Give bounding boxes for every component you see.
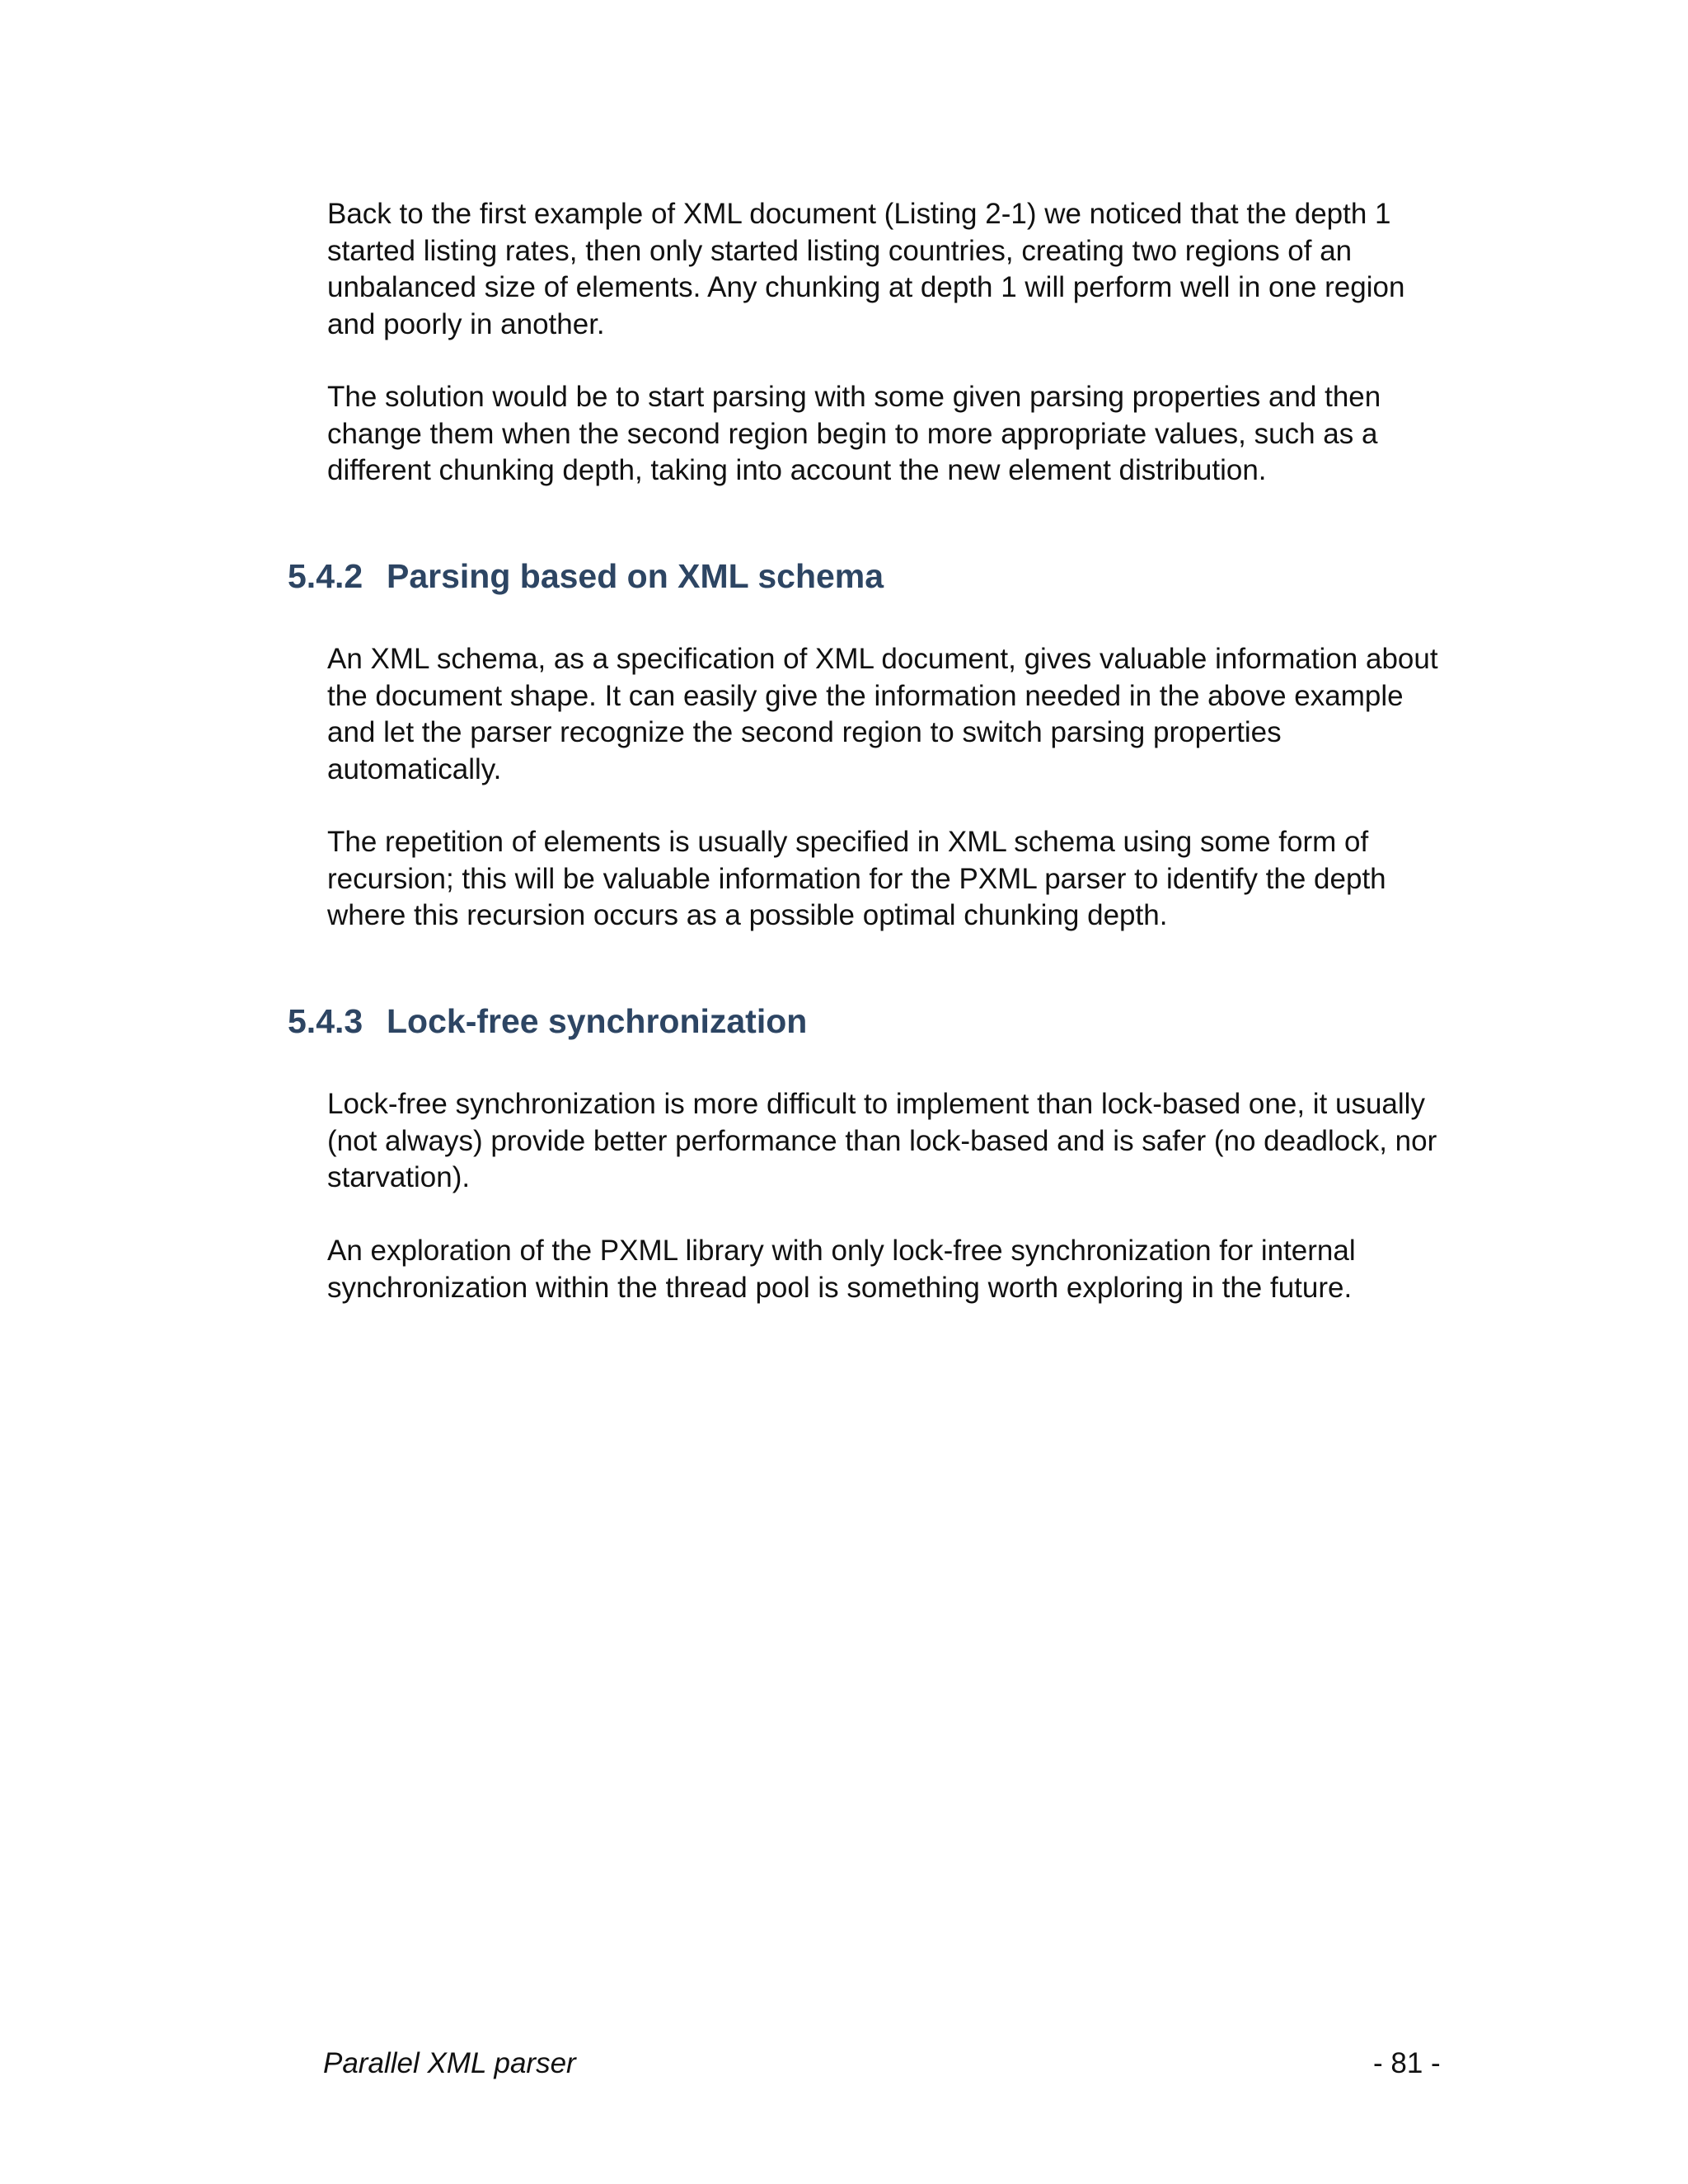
paragraph-542-1 — [327, 641, 1514, 788]
text-line: An XML schema, as a specification of XML document, gives valuable information about — [327, 643, 1438, 675]
section-title: Parsing based on XML schema — [387, 557, 884, 595]
paragraph-intro-2 — [327, 379, 1514, 490]
text-line: started listing rates, then only started listing countries, creating two regions of an — [327, 234, 1353, 267]
paragraph-543-1 — [327, 1086, 1514, 1197]
section-number: 5.4.3 — [288, 1002, 363, 1040]
text-line: and let the parser recognize the second region to switch parsing properties — [327, 716, 1282, 748]
text-line: unbalanced size of elements. Any chunking at depth 1 will perform well in one region — [327, 271, 1405, 303]
text-line: (not always) provide better performance than lock-based and is safer (no deadlock, nor — [327, 1124, 1437, 1157]
text-line: different chunking depth, taking into account the new element distribution. — [327, 454, 1267, 486]
footer-document-title: Parallel XML parser — [323, 2047, 576, 2079]
paragraph-intro-1 — [327, 196, 1514, 343]
text-line: An exploration of the PXML library with only lock-free synchronization for internal — [327, 1235, 1356, 1267]
text-line: recursion; this will be valuable information for the PXML parser to identify the depth — [327, 862, 1386, 895]
paragraph-542-2 — [327, 824, 1514, 935]
section-title: Lock-free synchronization — [387, 1002, 808, 1040]
text-line: automatically. — [327, 752, 502, 785]
text-line: where this recursion occurs as a possible optimal chunking depth. — [327, 899, 1168, 931]
section-heading-543 — [288, 1002, 807, 1041]
text-line: starvation). — [327, 1161, 471, 1193]
text-line: and poorly in another. — [327, 307, 605, 340]
text-line: The repetition of elements is usually specified in XML schema using some form of — [327, 826, 1369, 858]
text-line: Back to the first example of XML document (Listing 2-1) we noticed that the depth 1 — [327, 198, 1391, 230]
footer-page-number: - 81 - — [1373, 2047, 1441, 2079]
paragraph-543-2 — [327, 1233, 1514, 1306]
text-line: The solution would be to start parsing with some given parsing properties and then — [327, 381, 1381, 413]
text-line: the document shape. It can easily give the information needed in the above example — [327, 679, 1404, 712]
section-heading-542 — [288, 557, 884, 596]
text-line: Lock-free synchronization is more difficult to implement than lock-based one, it usually — [327, 1088, 1425, 1120]
text-line: change them when the second region begin to more appropriate values, such as a — [327, 417, 1378, 450]
text-line: synchronization within the thread pool is something worth exploring in the future. — [327, 1271, 1353, 1304]
section-number: 5.4.2 — [288, 557, 363, 595]
